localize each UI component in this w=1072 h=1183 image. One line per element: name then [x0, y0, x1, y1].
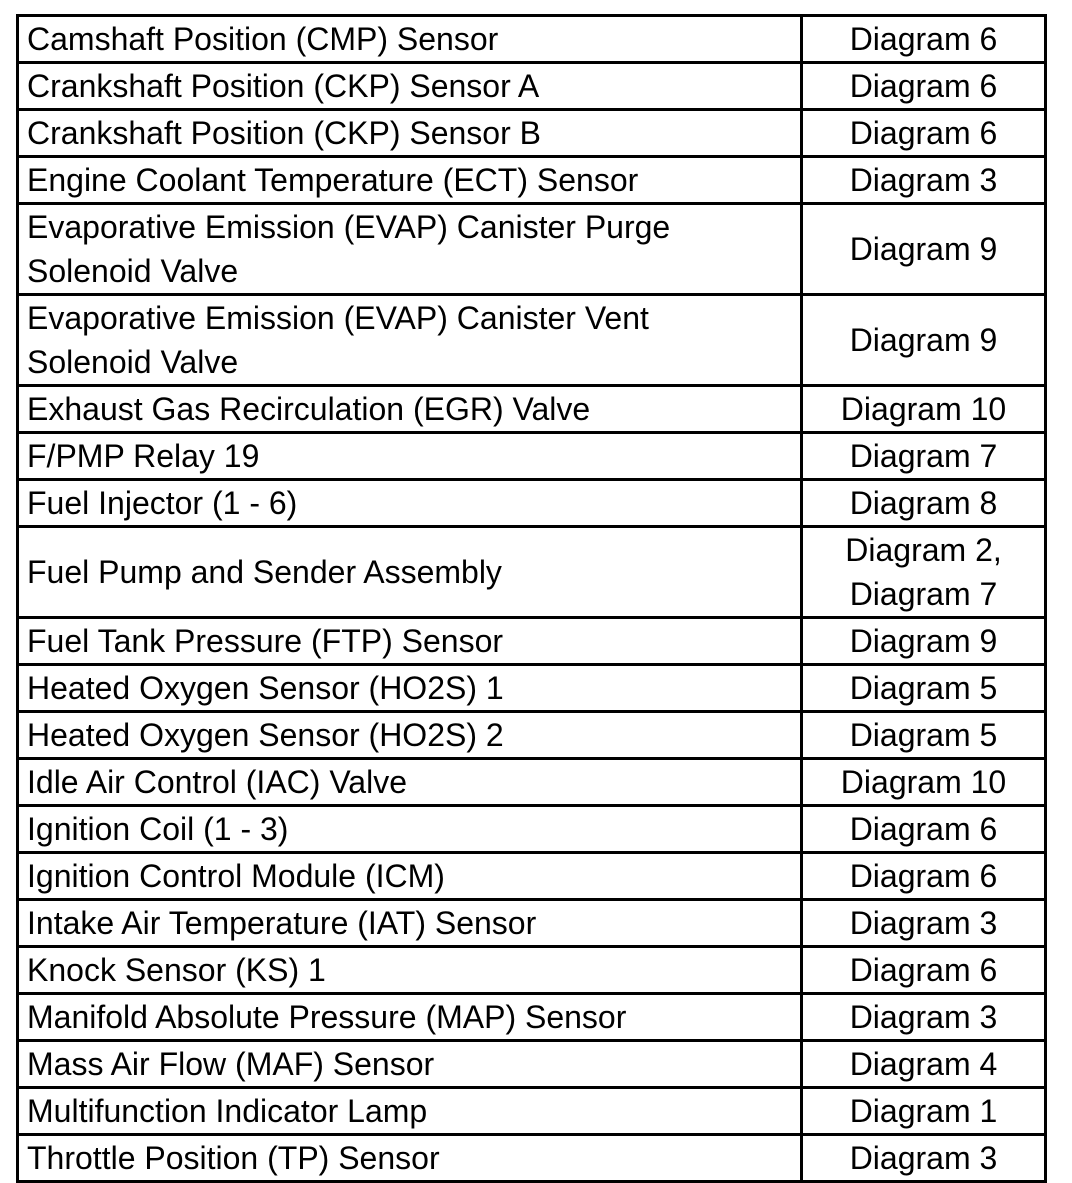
- diagram-reference-cell: Diagram 6: [802, 947, 1046, 994]
- diagram-reference-cell: Diagram 2, Diagram 7: [802, 527, 1046, 618]
- table-row: [18, 480, 1046, 527]
- component-name-cell: Mass Air Flow (MAF) Sensor: [18, 1041, 802, 1088]
- diagram-reference-cell: Diagram 10: [802, 759, 1046, 806]
- diagram-reference-cell: Diagram 3: [802, 157, 1046, 204]
- component-name-cell: Heated Oxygen Sensor (HO2S) 2: [18, 712, 802, 759]
- diagram-reference-cell: Diagram 8: [802, 480, 1046, 527]
- component-name-cell: Exhaust Gas Recirculation (EGR) Valve: [18, 386, 802, 433]
- table-row: [18, 295, 1046, 386]
- table-row: [18, 204, 1046, 295]
- component-name-cell: Camshaft Position (CMP) Sensor: [18, 16, 802, 63]
- component-name-cell: Knock Sensor (KS) 1: [18, 947, 802, 994]
- diagram-reference-cell: Diagram 6: [802, 853, 1046, 900]
- table-row: [18, 806, 1046, 853]
- table-row: [18, 947, 1046, 994]
- table-row: [18, 110, 1046, 157]
- diagram-reference-cell: Diagram 4: [802, 1041, 1046, 1088]
- component-diagram-table: [16, 14, 1047, 1183]
- component-name-cell: Ignition Control Module (ICM): [18, 853, 802, 900]
- diagram-reference-cell: Diagram 6: [802, 63, 1046, 110]
- component-name-cell: Engine Coolant Temperature (ECT) Sensor: [18, 157, 802, 204]
- table-row: [18, 527, 1046, 618]
- component-name-cell: Idle Air Control (IAC) Valve: [18, 759, 802, 806]
- diagram-reference-cell: Diagram 7: [802, 433, 1046, 480]
- table-row: [18, 1041, 1046, 1088]
- diagram-reference-cell: Diagram 5: [802, 665, 1046, 712]
- diagram-reference-cell: Diagram 6: [802, 806, 1046, 853]
- table-row: [18, 994, 1046, 1041]
- table-row: [18, 1088, 1046, 1135]
- diagram-reference-cell: Diagram 1: [802, 1088, 1046, 1135]
- table-row: [18, 63, 1046, 110]
- diagram-reference-cell: Diagram 10: [802, 386, 1046, 433]
- component-name-cell: F/PMP Relay 19: [18, 433, 802, 480]
- component-name-cell: Evaporative Emission (EVAP) Canister Vent Solenoid Valve: [18, 295, 802, 386]
- component-name-cell: Heated Oxygen Sensor (HO2S) 1: [18, 665, 802, 712]
- table-row: [18, 900, 1046, 947]
- diagram-reference-cell: Diagram 3: [802, 1135, 1046, 1182]
- component-name-cell: Fuel Injector (1 - 6): [18, 480, 802, 527]
- table-row: [18, 665, 1046, 712]
- diagram-reference-cell: Diagram 9: [802, 618, 1046, 665]
- component-name-cell: Crankshaft Position (CKP) Sensor B: [18, 110, 802, 157]
- component-name-cell: Evaporative Emission (EVAP) Canister Purge Solenoid Valve: [18, 204, 802, 295]
- diagram-reference-cell: Diagram 3: [802, 994, 1046, 1041]
- table-row: [18, 433, 1046, 480]
- diagram-reference-cell: Diagram 3: [802, 900, 1046, 947]
- table-row: [18, 157, 1046, 204]
- diagram-reference-cell: Diagram 6: [802, 110, 1046, 157]
- diagram-reference-cell: Diagram 5: [802, 712, 1046, 759]
- diagram-reference-cell: Diagram 6: [802, 16, 1046, 63]
- component-name-cell: Intake Air Temperature (IAT) Sensor: [18, 900, 802, 947]
- component-name-cell: Multifunction Indicator Lamp: [18, 1088, 802, 1135]
- table-row: [18, 853, 1046, 900]
- component-name-cell: Crankshaft Position (CKP) Sensor A: [18, 63, 802, 110]
- table-row: [18, 618, 1046, 665]
- component-name-cell: Fuel Tank Pressure (FTP) Sensor: [18, 618, 802, 665]
- diagram-reference-cell: Diagram 9: [802, 295, 1046, 386]
- table-row: [18, 759, 1046, 806]
- component-name-cell: Ignition Coil (1 - 3): [18, 806, 802, 853]
- table-row: [18, 386, 1046, 433]
- component-table-container: [16, 14, 1044, 1183]
- component-name-cell: Throttle Position (TP) Sensor: [18, 1135, 802, 1182]
- table-body: [18, 16, 1046, 1182]
- component-name-cell: Manifold Absolute Pressure (MAP) Sensor: [18, 994, 802, 1041]
- component-name-cell: Fuel Pump and Sender Assembly: [18, 527, 802, 618]
- table-row: [18, 712, 1046, 759]
- table-row: [18, 1135, 1046, 1182]
- table-row: [18, 16, 1046, 63]
- diagram-reference-cell: Diagram 9: [802, 204, 1046, 295]
